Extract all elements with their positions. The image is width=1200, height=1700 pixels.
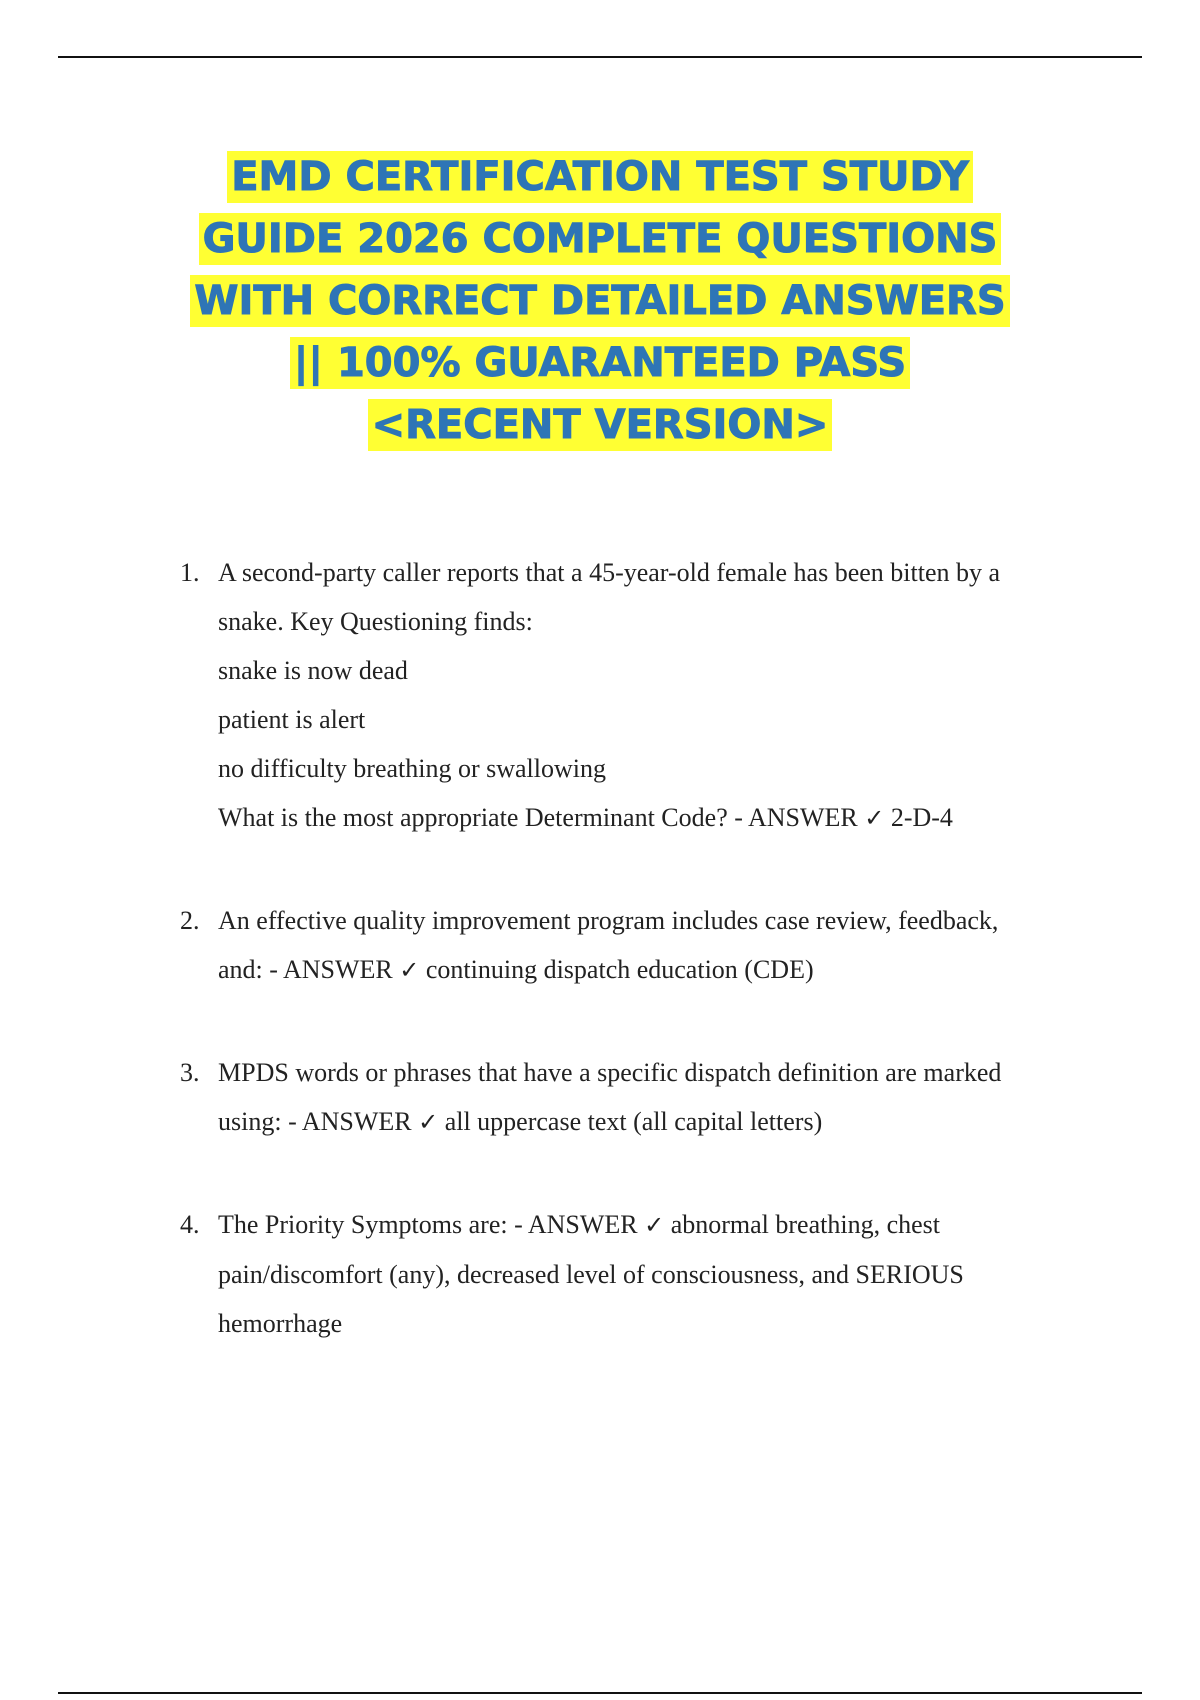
answer-line bbox=[218, 1200, 1080, 1250]
question-line: An effective quality improvement program includes case review, feedback, bbox=[218, 906, 999, 935]
answer-continuation: pain/discomfort (any), decreased level of consciousness, and SERIOUS bbox=[218, 1260, 964, 1289]
question-prompt: The Priority Symptoms are: bbox=[218, 1210, 508, 1239]
answer-line bbox=[218, 793, 1080, 843]
title-line: GUIDE 2026 COMPLETE QUESTIONS bbox=[60, 208, 1140, 270]
question-prompt: using: bbox=[218, 1107, 282, 1136]
check-icon: ✓ bbox=[864, 804, 885, 832]
answer-text: 2-D-4 bbox=[890, 803, 953, 832]
question-item bbox=[180, 896, 1080, 995]
question-number: 3. bbox=[180, 1058, 200, 1087]
title-line: WITH CORRECT DETAILED ANSWERS bbox=[60, 270, 1140, 332]
answer-marker: - ANSWER bbox=[514, 1210, 638, 1239]
question-item bbox=[180, 548, 1080, 843]
question-line: A second-party caller reports that a 45-year-old female has been bitten by a bbox=[218, 558, 1001, 587]
question-item bbox=[180, 1200, 1080, 1348]
question-prompt: and: bbox=[218, 955, 263, 984]
answer-marker: - ANSWER bbox=[734, 803, 858, 832]
question-number: 1. bbox=[180, 558, 200, 587]
question-prompt: What is the most appropriate Determinant Code? bbox=[218, 803, 728, 832]
check-icon: ✓ bbox=[399, 956, 420, 984]
question-number: 4. bbox=[180, 1210, 200, 1239]
answer-marker: - ANSWER bbox=[288, 1107, 412, 1136]
answer-marker: - ANSWER bbox=[269, 955, 393, 984]
answer-text: abnormal breathing, chest bbox=[670, 1210, 940, 1239]
answer-continuation: hemorrhage bbox=[218, 1309, 343, 1338]
answer-line bbox=[218, 945, 1080, 995]
question-item bbox=[180, 1048, 1080, 1147]
title-line: EMD CERTIFICATION TEST STUDY bbox=[60, 146, 1140, 208]
title-line: || 100% GUARANTEED PASS bbox=[60, 332, 1140, 394]
question-list bbox=[180, 548, 1080, 1401]
question-number: 2. bbox=[180, 906, 200, 935]
header-rule bbox=[58, 56, 1142, 58]
question-line: snake. Key Questioning finds: bbox=[218, 607, 533, 636]
answer-text: continuing dispatch education (CDE) bbox=[425, 955, 814, 984]
footer-rule bbox=[58, 1692, 1142, 1694]
check-icon: ✓ bbox=[644, 1211, 665, 1239]
title-line: <RECENT VERSION> bbox=[60, 394, 1140, 456]
question-line: MPDS words or phrases that have a specific dispatch definition are marked bbox=[218, 1058, 1002, 1087]
answer-text: all uppercase text (all capital letters) bbox=[444, 1107, 823, 1136]
question-line: patient is alert bbox=[218, 705, 366, 734]
answer-line bbox=[218, 1097, 1080, 1147]
check-icon: ✓ bbox=[418, 1108, 439, 1136]
document-title bbox=[60, 146, 1140, 456]
question-line: snake is now dead bbox=[218, 656, 408, 685]
question-line: no difficulty breathing or swallowing bbox=[218, 754, 607, 783]
